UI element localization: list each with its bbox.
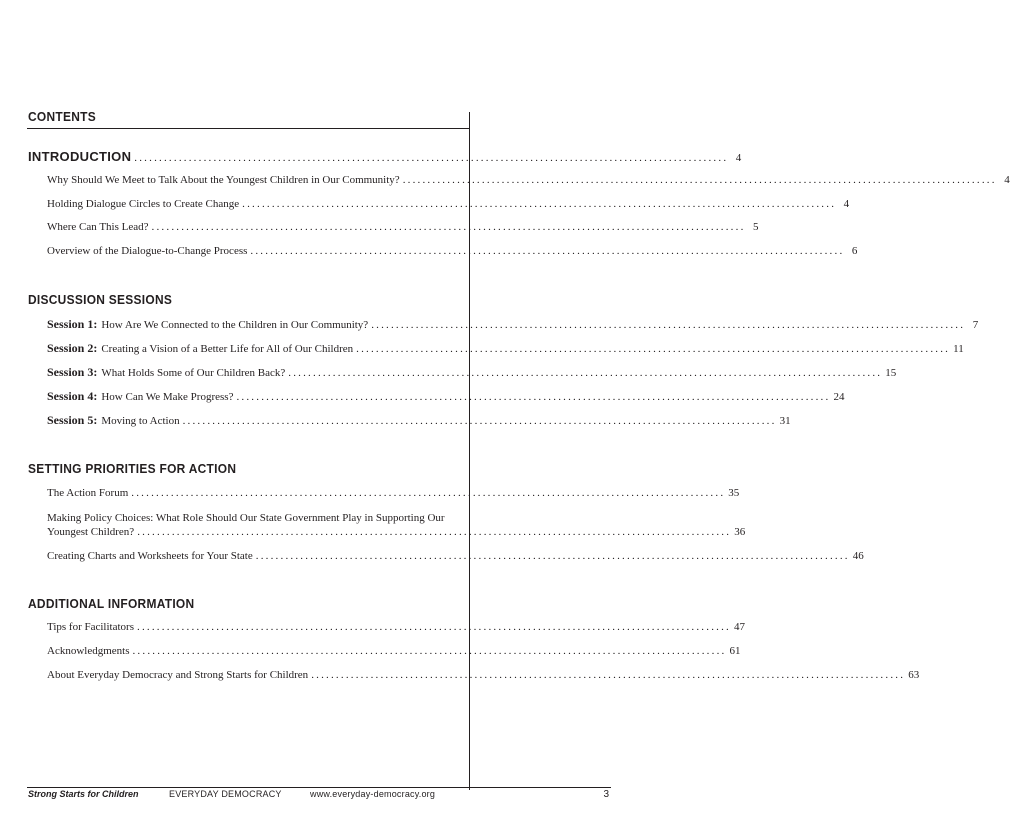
toc-item[interactable] xyxy=(47,174,1010,186)
toc-item-label: How Are We Connected to the Children in Our Community? xyxy=(101,319,369,331)
page-number: 5 xyxy=(753,221,759,233)
footer-rule xyxy=(27,787,611,788)
page-number: 15 xyxy=(885,367,897,379)
dot-leader: ........................................................................................................................ xyxy=(236,391,831,403)
toc-item-label: How Can We Make Progress? xyxy=(101,391,234,403)
page-number: 11 xyxy=(953,343,964,355)
toc-item[interactable] xyxy=(47,245,858,257)
page-footer xyxy=(27,789,611,803)
page-number: 61 xyxy=(729,645,741,657)
session-number: Session 4: xyxy=(47,389,98,403)
dot-leader: ........................................................................................................................ xyxy=(151,221,746,233)
toc-item[interactable] xyxy=(47,669,920,681)
toc-session-item[interactable] xyxy=(47,413,791,428)
dot-leader: ........................................................................................................................ xyxy=(134,152,729,164)
toc-item-label-line2: Youngest Children? xyxy=(47,526,135,538)
toc-session-item[interactable] xyxy=(47,317,979,332)
dot-leader: ........................................................................................................................ xyxy=(131,487,726,499)
toc-heading-label: INTRODUCTION xyxy=(28,149,132,164)
page-number: 6 xyxy=(851,245,858,257)
session-number: Session 2: xyxy=(47,341,98,355)
toc-item-label: What Holds Some of Our Children Back? xyxy=(101,367,286,379)
toc-item-label: Acknowledgments xyxy=(47,645,130,657)
session-number: Session 1: xyxy=(47,317,98,331)
toc-item[interactable] xyxy=(47,645,741,657)
page-number: 4 xyxy=(843,198,850,210)
toc-item-label: About Everyday Democracy and Strong Starts for Children xyxy=(47,669,309,681)
toc-item[interactable] xyxy=(47,487,740,499)
toc-session-item[interactable] xyxy=(47,341,964,356)
vertical-rule xyxy=(469,112,470,790)
toc-item-label: The Action Forum xyxy=(47,487,129,499)
toc-item-label: Moving to Action xyxy=(101,415,180,427)
page-number: 46 xyxy=(852,550,864,562)
toc-item-label: Where Can This Lead? xyxy=(47,221,149,233)
page-number: 35 xyxy=(728,487,740,499)
toc-item[interactable] xyxy=(47,621,745,633)
dot-leader: ........................................................................................................................ xyxy=(137,621,731,633)
page-number: 4 xyxy=(735,152,742,164)
toc-item-label: Why Should We Meet to Talk About the Youngest Children in Our Community? xyxy=(47,174,400,186)
page-number: 7 xyxy=(972,319,979,331)
toc-item[interactable] xyxy=(47,550,864,562)
toc-item-label-line1[interactable]: Making Policy Choices: What Role Should Our State Government Play in Supporting Our xyxy=(47,512,445,524)
toc-item[interactable] xyxy=(47,526,746,538)
dot-leader: ........................................................................................................................ xyxy=(242,198,837,210)
page-number: 24 xyxy=(833,391,845,403)
page-number: 4 xyxy=(1004,174,1010,186)
toc-item-label: Holding Dialogue Circles to Create Change xyxy=(47,198,240,210)
footer-url[interactable]: www.everyday-democracy.org xyxy=(310,789,436,799)
dot-leader: ........................................................................................................................ xyxy=(255,550,850,562)
session-number: Session 3: xyxy=(47,365,98,379)
page-number: 31 xyxy=(779,415,791,427)
toc-item-label: Creating a Vision of a Better Life for All of Our Children xyxy=(101,343,354,355)
footer-page-number: 3 xyxy=(603,789,609,800)
toc-item-label: Tips for Facilitators xyxy=(47,621,134,633)
contents-title: CONTENTS xyxy=(28,109,96,124)
toc-item[interactable] xyxy=(47,198,850,210)
footer-title: Strong Starts for Children xyxy=(28,789,139,799)
contents-rule xyxy=(27,128,470,129)
page-number: 47 xyxy=(734,621,745,633)
dot-leader: ........................................................................................................................ xyxy=(137,526,732,538)
page-number: 36 xyxy=(734,526,746,538)
dot-leader: ........................................................................................................................ xyxy=(288,367,883,379)
dot-leader: ........................................................................................................................ xyxy=(356,343,951,355)
dot-leader: ........................................................................................................................ xyxy=(182,415,777,427)
dot-leader: ........................................................................................................................ xyxy=(311,669,906,681)
dot-leader: ........................................................................................................................ xyxy=(371,319,966,331)
toc-item[interactable] xyxy=(47,221,759,233)
section-heading-priorities: SETTING PRIORITIES FOR ACTION xyxy=(28,461,237,476)
dot-leader: ........................................................................................................................ xyxy=(250,245,845,257)
dot-leader: ........................................................................................................................ xyxy=(132,645,727,657)
section-heading-additional: ADDITIONAL INFORMATION xyxy=(28,596,195,611)
toc-session-item[interactable] xyxy=(47,389,845,404)
toc-item-label: Creating Charts and Worksheets for Your State xyxy=(47,550,253,562)
toc-item-label: Overview of the Dialogue-to-Change Process xyxy=(47,245,248,257)
footer-org: EVERYDAY DEMOCRACY xyxy=(169,789,282,799)
toc-session-item[interactable] xyxy=(47,365,897,380)
dot-leader: ........................................................................................................................ xyxy=(402,174,997,186)
toc-introduction[interactable] xyxy=(28,149,742,164)
page-number: 63 xyxy=(908,669,920,681)
section-heading-discussion: DISCUSSION SESSIONS xyxy=(28,292,173,307)
session-number: Session 5: xyxy=(47,413,98,427)
